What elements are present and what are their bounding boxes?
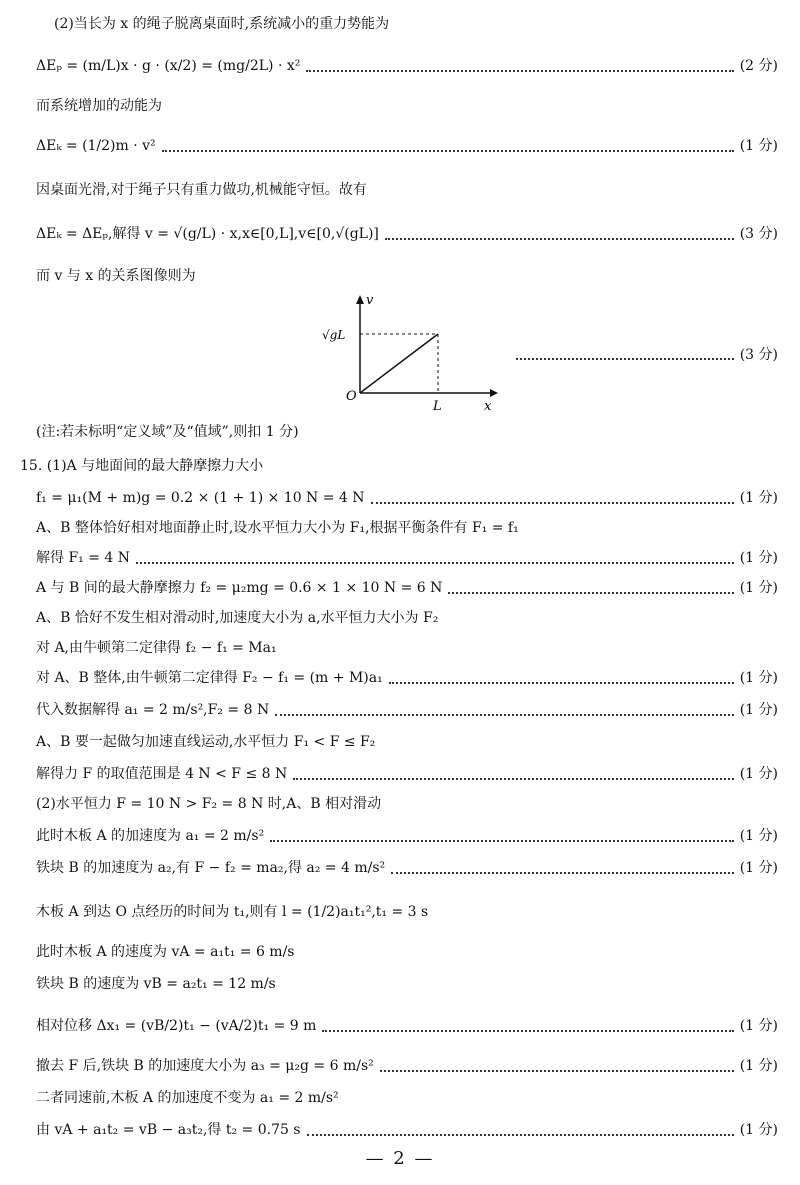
- line-text: 此时木板 A 的加速度为 a₁ = 2 m/s²: [36, 828, 265, 844]
- score-label: (1 分): [739, 550, 778, 566]
- question-15-heading: 15. (1)A 与地面间的最大静摩擦力大小: [20, 458, 264, 474]
- score-label: (3 分): [739, 347, 778, 363]
- dotted-leader: [275, 713, 734, 716]
- line-10: [36, 484, 778, 512]
- line-2: [36, 52, 778, 80]
- line-18: [36, 728, 778, 756]
- x-axis-arrow: [490, 389, 498, 397]
- line-text: 解得 F₁ = 4 N: [36, 550, 131, 566]
- v-x-graph-svg: [320, 290, 510, 415]
- line-text: 此时木板 A 的速度为 vA = a₁t₁ = 6 m/s: [36, 944, 295, 960]
- origin-label: O: [346, 389, 357, 404]
- line-22: [36, 854, 778, 882]
- line-text: 二者同速前,木板 A 的加速度不变为 a₁ = 2 m/s²: [36, 1090, 339, 1106]
- x-axis-label: x: [484, 399, 492, 414]
- dotted-leader: [293, 777, 733, 780]
- x-tick-label: L: [433, 399, 442, 414]
- line-text: 相对位移 Δx₁ = (vB/2)t₁ − (vA/2)t₁ = 9 m: [36, 1018, 317, 1034]
- score-label: (1 分): [739, 580, 778, 596]
- score-label: (1 分): [739, 1122, 778, 1138]
- score-label: (1 分): [739, 670, 778, 686]
- line-text: 对 A,由牛顿第二定律得 f₂ − f₁ = Ma₁: [36, 640, 277, 656]
- formula-friction-f2: A 与 B 间的最大静摩擦力 f₂ = μ₂mg = 0.6 × 1 × 10 N = 6 N: [36, 580, 443, 596]
- line-text: A、B 要一起做匀加速直线运动,水平恒力 F₁ < F ≤ F₂: [36, 734, 376, 750]
- dotted-leader: [391, 871, 734, 874]
- line-text: 撤去 F 后,铁块 B 的加速度大小为 a₃ = μ₂g = 6 m/s²: [36, 1058, 374, 1074]
- line-8: [36, 418, 778, 446]
- line-12: [36, 544, 778, 572]
- page-number: — 2 —: [365, 1148, 435, 1169]
- line-28: [36, 1084, 778, 1112]
- dotted-leader: [162, 149, 734, 152]
- score-label: (1 分): [739, 766, 778, 782]
- line-text: (2)当长为 x 的绳子脱离桌面时,系统减小的重力势能为: [54, 16, 390, 32]
- dotted-leader: [270, 839, 734, 842]
- line-20: [36, 790, 778, 818]
- dotted-leader: [136, 561, 734, 564]
- graph-score-line: [510, 340, 778, 368]
- line-27: [36, 1052, 778, 1080]
- line-21: [36, 822, 778, 850]
- line-24: [36, 938, 778, 966]
- line-5: [36, 176, 778, 204]
- score-label: (1 分): [739, 138, 778, 154]
- score-label: (1 分): [739, 1018, 778, 1034]
- note-text: (注:若未标明“定义域”及“值域”,则扣 1 分): [36, 424, 299, 440]
- dotted-leader: [307, 1133, 734, 1136]
- line-text: A、B 整体恰好相对地面静止时,设水平恒力大小为 F₁,根据平衡条件有 F₁ = f₁: [36, 520, 519, 536]
- line-text: (2)水平恒力 F = 10 N > F₂ = 8 N 时,A、B 相对滑动: [36, 796, 382, 812]
- line-text: 铁块 B 的速度为 vB = a₂t₁ = 12 m/s: [36, 976, 276, 992]
- score-label: (1 分): [739, 828, 778, 844]
- score-label: (1 分): [739, 490, 778, 506]
- formula-velocity: ΔEₖ = ΔEₚ,解得 v = √(g/L) · x,x∈[0,L],v∈[0,√(gL)]: [36, 226, 379, 242]
- line-text: 而系统增加的动能为: [36, 98, 162, 114]
- score-label: (1 分): [739, 860, 778, 876]
- line-25: [36, 970, 778, 998]
- y-axis-arrow: [356, 295, 364, 304]
- line-6: [36, 220, 778, 248]
- y-tick-label: √gL: [322, 328, 346, 342]
- line-14: [36, 604, 778, 632]
- line-16: [36, 664, 778, 692]
- line-29: [36, 1116, 778, 1144]
- line-17: [36, 696, 778, 724]
- line-text: A、B 恰好不发生相对滑动时,加速度大小为 a,水平恒力大小为 F₂: [36, 610, 439, 626]
- formula-friction-f1: f₁ = μ₁(M + m)g = 0.2 × (1 + 1) × 10 N = 4 N: [36, 490, 365, 506]
- line-text: 木板 A 到达 O 点经历的时间为 t₁,则有 l = (1/2)a₁t₁²,t₁ = 3 s: [36, 904, 429, 920]
- line-text: 因桌面光滑,对于绳子只有重力做功,机械能守恒。故有: [36, 182, 367, 198]
- dotted-leader: [516, 357, 734, 360]
- line-4: [36, 132, 778, 160]
- v-x-graph: [320, 290, 510, 415]
- line-15: [36, 634, 778, 662]
- dotted-leader: [371, 501, 734, 504]
- line-text: 代入数据解得 a₁ = 2 m/s²,F₂ = 8 N: [36, 702, 270, 718]
- score-label: (1 分): [739, 702, 778, 718]
- line-7: [36, 262, 778, 290]
- line-text: 解得力 F 的取值范围是 4 N < F ≤ 8 N: [36, 766, 288, 782]
- line-11: [36, 514, 778, 542]
- dotted-leader: [380, 1069, 734, 1072]
- line-3: [36, 92, 778, 120]
- line-text: 对 A、B 整体,由牛顿第二定律得 F₂ − f₁ = (m + M)a₁: [36, 670, 383, 686]
- line-1: [54, 10, 778, 38]
- formula-potential-energy: ΔEₚ = (m/L)x · g · (x/2) = (mg/2L) · x²: [36, 58, 301, 74]
- y-axis-label: v: [366, 293, 374, 308]
- line-text: 而 v 与 x 的关系图像则为: [36, 268, 196, 284]
- line-26: [36, 1012, 778, 1040]
- line-13: [36, 574, 778, 602]
- dotted-leader: [389, 681, 734, 684]
- velocity-line: [360, 334, 438, 393]
- score-label: (2 分): [739, 58, 778, 74]
- line-text: 铁块 B 的加速度为 a₂,有 F − f₂ = ma₂,得 a₂ = 4 m/s²: [36, 860, 386, 876]
- line-text: 由 vA + a₁t₂ = vB − a₃t₂,得 t₂ = 0.75 s: [36, 1122, 301, 1138]
- line-19: [36, 760, 778, 788]
- dotted-leader: [385, 237, 734, 240]
- score-label: (3 分): [739, 226, 778, 242]
- dotted-leader: [322, 1029, 733, 1032]
- formula-kinetic-energy: ΔEₖ = (1/2)m · v²: [36, 138, 156, 154]
- dotted-leader: [306, 69, 733, 72]
- line-9: [20, 452, 778, 480]
- score-label: (1 分): [739, 1058, 778, 1074]
- line-23: [36, 898, 778, 926]
- dotted-leader: [448, 591, 733, 594]
